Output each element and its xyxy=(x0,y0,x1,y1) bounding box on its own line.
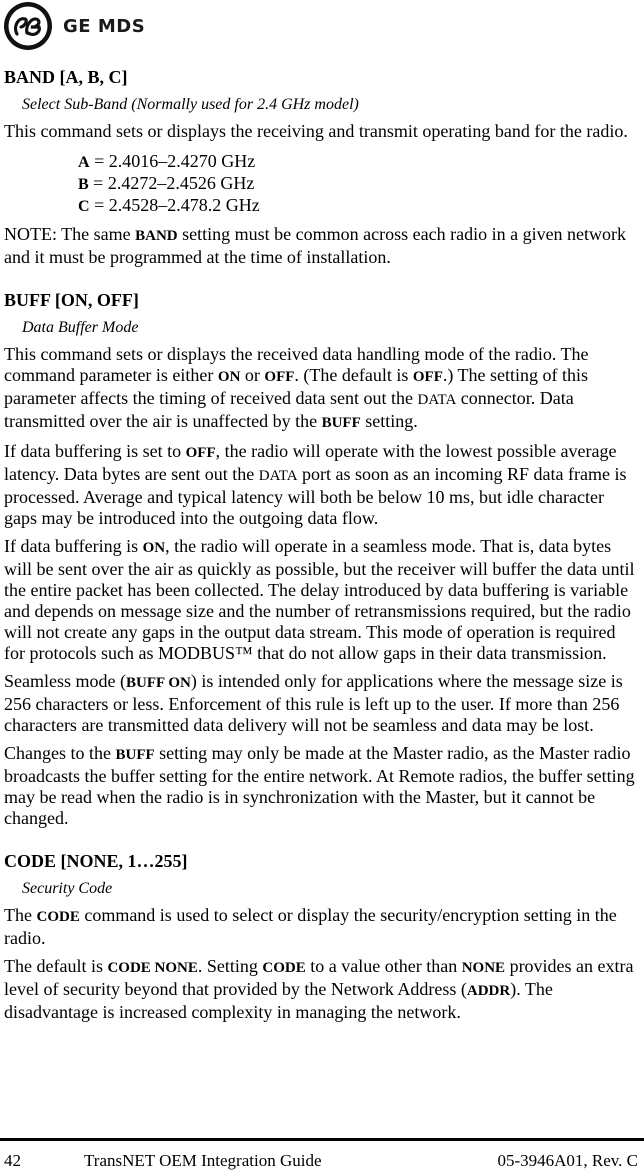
buff-paragraph-4: Seamless mode (BUFF ON) is intended only for applications where the message size is 256 characters or less. Enforcement of this rule is left up to the user. If more than 256 characters are transmitted data delivery will not be seamless and data may be lost. xyxy=(4,671,623,735)
header-logo xyxy=(3,1,145,51)
band-list-item: B = 2.4272–2.4526 GHz xyxy=(78,173,255,193)
band-list xyxy=(78,151,640,217)
code-subtitle: Security Code xyxy=(22,880,113,897)
page-number: 42 xyxy=(4,1151,21,1170)
code-paragraph-2: The default is CODE NONE. Setting CODE to a value other than NONE provides an extra level of security beyond that provided by the Network Address (ADDR). The disadvantage is increased complexity in managing the network. xyxy=(4,956,634,1022)
buff-heading: BUFF [ON, OFF] xyxy=(4,290,139,310)
page-content xyxy=(4,66,640,1023)
band-list-item: A = 2.4016–2.4270 GHz xyxy=(78,151,256,171)
guide-title: TransNET OEM Integration Guide xyxy=(84,1151,322,1170)
document-id: 05-3946A01, Rev. C xyxy=(497,1151,638,1170)
code-heading: CODE [NONE, 1…255] xyxy=(4,851,188,871)
buff-subtitle: Data Buffer Mode xyxy=(22,319,139,336)
footer-rule xyxy=(0,1138,644,1141)
ge-monogram-logo-icon xyxy=(3,1,53,51)
band-list-item: C = 2.4528–2.478.2 GHz xyxy=(78,195,260,215)
band-intro: This command sets or displays the receiving and transmit operating band for the radio. xyxy=(4,121,628,141)
brand-name: GE MDS xyxy=(63,15,146,37)
buff-paragraph-2: If data buffering is set to OFF, the radio will operate with the lowest possible average latency. Data bytes are sent out the DATA port as soon as an incoming RF data frame is processed. Average and typical latency will both be below 10 ms, but idle character gaps may be introduced into the outgoing data flow. xyxy=(4,441,627,528)
buff-paragraph-3: If data buffering is ON, the radio will operate in a seamless mode. That is, data bytes will be sent over the air as quickly as possible, but the receiver will buffer the data until the entire packet has been collected. The delay introduced by data buffering is variable and depends on message size and the number of retransmissions required, but the radio will not create any gaps in the output data stream. This mode of operation is required for protocols such as MODBUS™ that do not allow gaps in their data transmission. xyxy=(4,536,635,663)
buff-paragraph-1: This command sets or displays the received data handling mode of the radio. The command parameter is either ON or OFF. (The default is OFF.) The setting of this parameter affects the timing of received data sent out the DATA connector. Data transmitted over the air is unaffected by the BUFF setting. xyxy=(4,344,589,431)
band-heading: BAND [A, B, C] xyxy=(4,67,128,87)
buff-paragraph-5: Changes to the BUFF setting may only be made at the Master radio, as the Master radio broadcasts the buffer setting for the entire network. At Remote radios, the buffer setting may be read when the radio is in synchronization with the Master, but it cannot be changed. xyxy=(4,743,635,828)
band-subtitle: Select Sub-Band (Normally used for 2.4 GHz model) xyxy=(22,96,359,113)
code-paragraph-1: The CODE command is used to select or display the security/encryption setting in the radio. xyxy=(4,905,617,948)
band-note: NOTE: The same BAND setting must be common across each radio in a given network and it must be programmed at the time of installation. xyxy=(4,224,627,267)
